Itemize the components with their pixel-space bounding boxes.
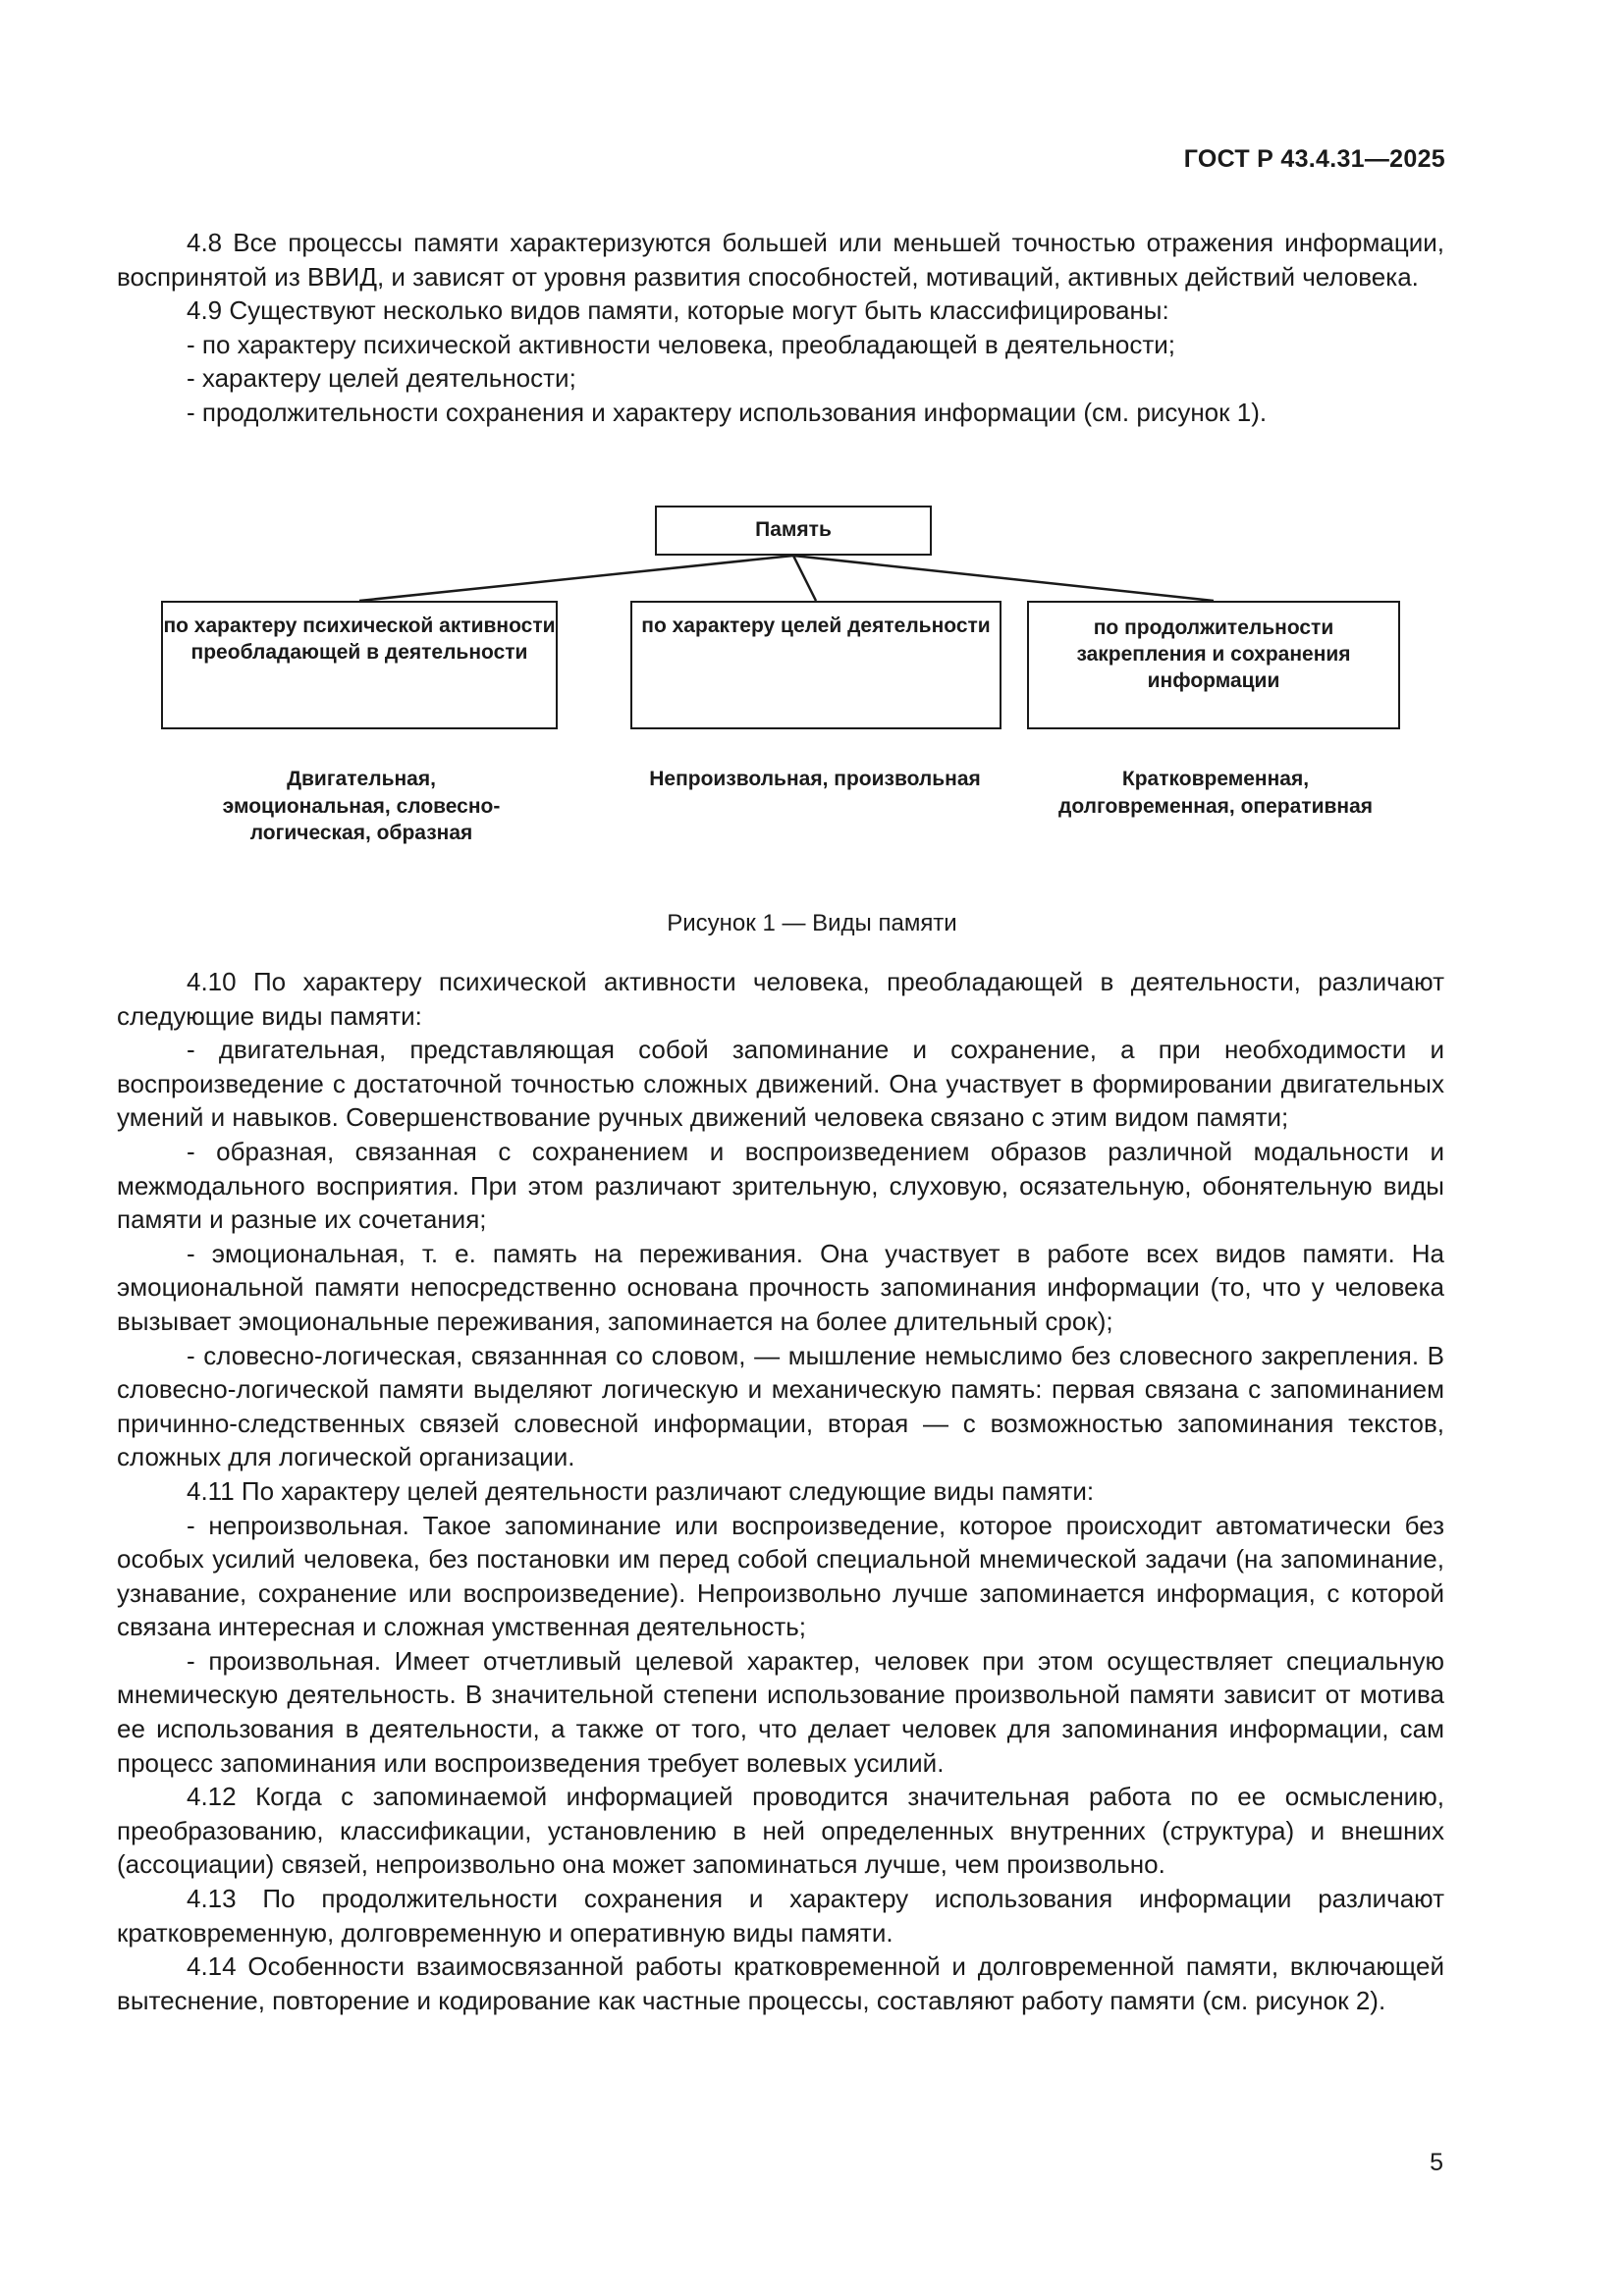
diagram-root-box: Память — [655, 506, 932, 556]
diagram-kinds-label: Непроизвольная, произвольная — [649, 768, 981, 790]
paragraph-4-9: 4.9 Существуют несколько видов памяти, которые могут быть классифицированы: — [187, 295, 1169, 326]
diagram-kinds-label: Двигательная, эмоциональная, словесно-логическая, образная — [222, 768, 501, 844]
diagram-category-box: по характеру целей деятельности — [630, 601, 1001, 729]
paragraph-4-12: 4.12 Когда с запоминаемой информацией проводится значительная работа по ее осмыслению, преобразованию, классификации, установлению в ней определенных внутренних (структура) и внешних (ассоциации) связей, непроизвольно она может запоминаться лучше, чем произвольно. — [117, 1782, 1444, 1880]
paragraph-4-11: 4.11 По характеру целей деятельности различают следующие виды памяти: — [187, 1475, 1095, 1506]
connector-line — [359, 556, 793, 601]
list-item: - произвольная. Имеет отчетливый целевой характер, человек при этом осуществляет специальную мнемическую деятельность. В значительной степени использование произвольной памяти зависит от мотива ее использования в деятельности, а также от того, что делает человек для запоминания информации, сам процесс запоминания или воспроизведения требует волевых усилий. — [117, 1645, 1444, 1778]
list-item: - эмоциональная, т. е. память на переживания. Она участвует в работе всех видов памяти. На эмоциональной памяти непосредственно основана прочность запоминания информации (то, что у человека вызывает эмоциональные переживания, запоминается на более длительный срок); — [117, 1238, 1444, 1336]
list-item: - словесно-логическая, связаннная со словом, — мышление немыслимо без словесного закрепления. В словесно-логической памяти выделяют логическую и механическую память: первая связана с запоминанием причинно-следственных связей словесной информации, вторая — с возможностью запоминания текстов, сложных для логической организации. — [117, 1340, 1444, 1472]
list-item: - образная, связанная с сохранением и воспроизведением образов различной модальности и межмодального восприятия. При этом различают зрительную, слуховую, осязательную, обонятельную виды памяти и разные их сочетания; — [117, 1136, 1444, 1235]
list-item: - по характеру психической активности человека, преобладающей в деятельности; — [187, 329, 1176, 359]
intro-section — [117, 226, 1444, 430]
list-item: - продолжительности сохранения и характеру использования информации (см. рисунок 1). — [187, 397, 1268, 427]
connector-line — [793, 556, 1214, 601]
diagram-category-box: по характеру психической активности преобладающей в деятельности — [161, 601, 558, 729]
document-header: ГОСТ Р 43.4.31—2025 — [1183, 145, 1445, 173]
diagram-category-box: по продолжительности закрепления и сохранения информации — [1027, 601, 1400, 729]
diagram-kinds-label: Кратковременная, долговременная, оперативная — [1058, 768, 1374, 818]
connector-line — [793, 556, 816, 601]
body-section — [117, 965, 1444, 2017]
list-item: - непроизвольная. Такое запоминание или воспроизведение, которое происходит автоматически без особых усилий человека, без постановки им перед собой специальной мнемической задачи (на запоминание, узнавание, сохранение или воспроизведение). Непроизвольно лучше запоминается информация, с которой связана интересная и сложная умственная деятельность; — [117, 1510, 1444, 1642]
paragraph-4-8: 4.8 Все процессы памяти характеризуются большей или меньшей точностью отражения информации, воспринятой из ВВИД, и зависят от уровня развития способностей, мотиваций, активных действий человека. — [117, 228, 1444, 292]
paragraph-4-10: 4.10 По характеру психической активности человека, преобладающей в деятельности, различают следующие виды памяти: — [117, 967, 1444, 1031]
paragraph-4-14: 4.14 Особенности взаимосвязанной работы кратковременной и долговременной памяти, включающей вытеснение, повторение и кодирование как частные процессы, составляют работу памяти (см. рисунок 2). — [117, 1951, 1444, 2015]
list-item: - двигательная, представляющая собой запоминание и сохранение, а при необходимости и воспроизведение с достаточной точностью сложных движений. Она участвует в формировании двигательных умений и навыков. Совершенствование ручных движений человека связано с этим видом памяти; — [117, 1035, 1444, 1133]
page-number: 5 — [1430, 2149, 1443, 2176]
list-item: - характеру целей деятельности; — [187, 363, 576, 394]
paragraph-4-13: 4.13 По продолжительности сохранения и характеру использования информации различают кратковременную, долговременную и оперативную виды памяти. — [117, 1884, 1444, 1948]
figure-caption: Рисунок 1 — Виды памяти — [667, 910, 957, 936]
